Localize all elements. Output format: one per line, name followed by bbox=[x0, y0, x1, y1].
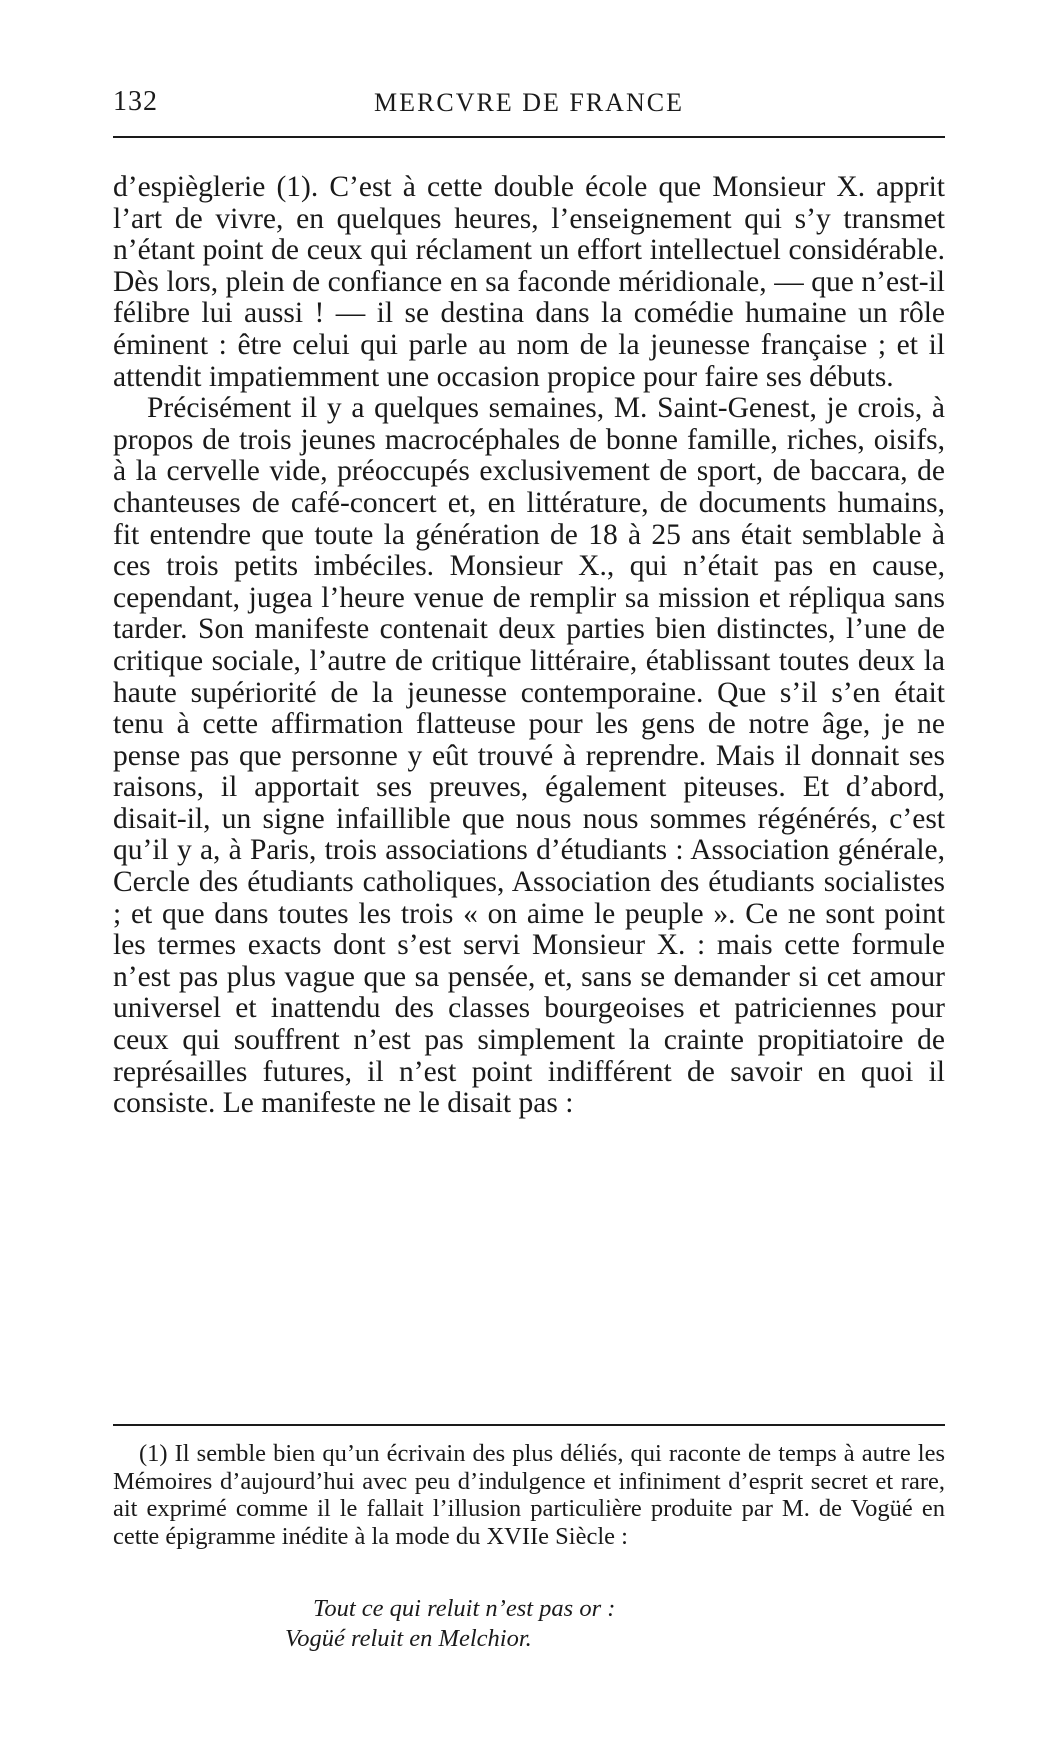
footnote bbox=[113, 1440, 945, 1550]
page-header bbox=[113, 86, 945, 126]
verse-line-2: Vogüé reluit en Melchior. bbox=[285, 1625, 532, 1652]
header-rule bbox=[113, 136, 945, 138]
running-title: MERCVRE DE FRANCE bbox=[374, 88, 684, 117]
paragraph-1: d’espièglerie (1). C’est à cette double école que Monsieur X. apprit l’art de vivre, en quelques heures, l’enseignement qui s’y transmet n’étant point de ceux qui réclament un effort intellectuel considérable. Dès lors, plein de confiance en sa faconde méridionale, — que n’est-il félibre lui aussi ! — il se destina dans la comédie humaine un rôle éminent : être celui qui parle au nom de la jeunesse française ; et il attendit impatiemment une occasion propice pour faire ses débuts. bbox=[113, 171, 945, 393]
page-number: 132 bbox=[113, 86, 158, 117]
footnote-text: (1) Il semble bien qu’un écrivain des plus déliés, qui raconte de temps à autre les Mémoires d’aujourd’hui avec peu d’indulgence et infiniment d’esprit secret et rare, ait exprimé comme il le fallait l’illusion particulière produite par M. de Vogüé en cette épigramme inédite à la mode du XVIIe Siècle : bbox=[113, 1440, 945, 1550]
main-text bbox=[113, 172, 945, 1120]
footnote-rule bbox=[113, 1424, 945, 1426]
verse-line-1: Tout ce qui reluit n’est pas or : bbox=[313, 1595, 616, 1622]
epigram-verse bbox=[285, 1594, 616, 1654]
paragraph-2: Précisément il y a quelques semaines, M. Saint-Genest, je crois, à propos de trois jeunes macrocéphales de bonne famille, riches, oisifs, à la cervelle vide, préoccupés exclusivement de sport, de baccara, de chanteuses de café-concert et, en littérature, de documents humains, fit entendre que toute la génération de 18 à 25 ans était semblable à ces trois petits imbéciles. Monsieur X., qui n’était pas en cause, cependant, jugea l’heure venue de remplir sa mission et répliqua sans tarder. Son manifeste contenait deux parties bien distinctes, l’une de critique sociale, l’autre de critique littéraire, établissant toutes deux la haute supériorité de la jeunesse contemporaine. Que s’il s’en était tenu à cette affirmation flatteuse pour les gens de notre âge, je ne pense pas que personne y eût trouvé à reprendre. Mais il donnait ses raisons, il apportait ses preuves, également piteuses. Et d’abord, disait-il, un signe infaillible que nous nous sommes régénérés, c’est qu’il y a, à Paris, trois associations d’étudiants : Association générale, Cercle des étudiants catholiques, Association des étudiants socialistes ; et que dans toutes les trois « on aime le peuple ». Ce ne sont point les termes exacts dont s’est servi Monsieur X. : mais cette formule n’est pas plus vague que sa pensée, et, sans se demander si cet amour universel et inattendu des classes bourgeoises et patriciennes pour ceux qui souffrent n’est pas simplement la crainte propitiatoire de représailles futures, il n’est point indifférent de savoir en quoi il consiste. Le manifeste ne le disait pas : bbox=[113, 392, 945, 1120]
